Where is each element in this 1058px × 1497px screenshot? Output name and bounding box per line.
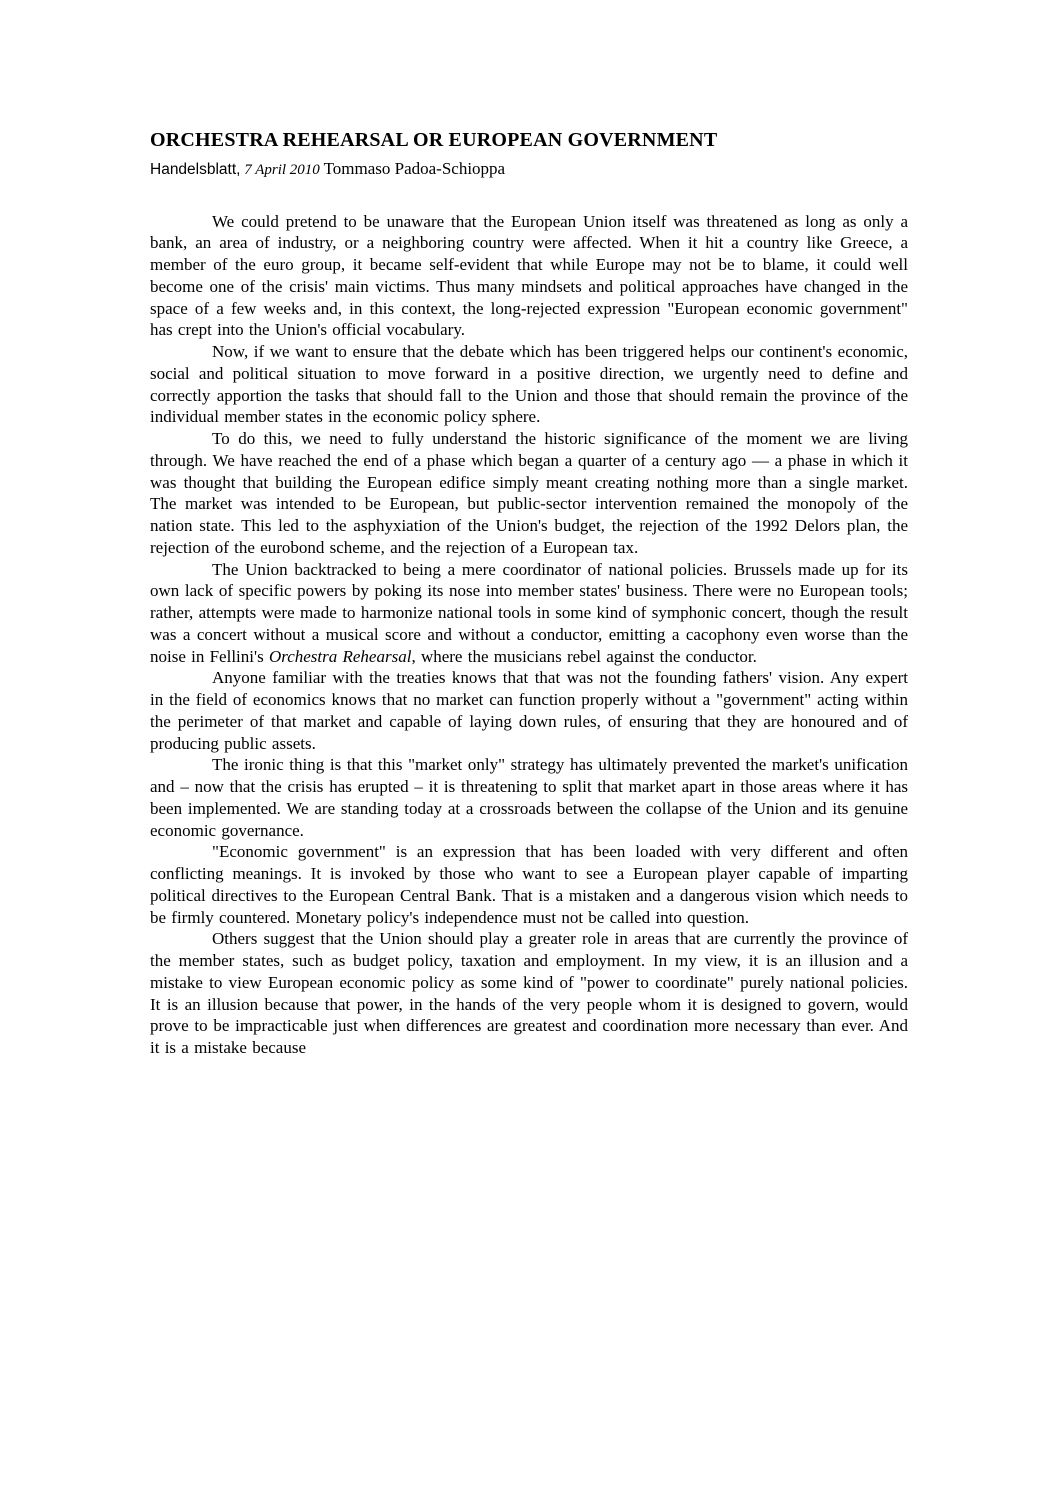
paragraph-text: The Union backtracked to being a mere coordinator of national policies. Brussels made up for its own lack of specific powers by poking its nose into member states' business. There were no European tools; rather, attempts were made to harmonize national tools in some kind of symphonic concert, though the result was a concert without a musical score and without a conductor, emitting a cacophony even worse than the noise in Fellini's (150, 559, 908, 666)
byline-author: Tommaso Padoa-Schioppa (323, 159, 506, 178)
byline-date: 7 April 2010 (240, 162, 324, 178)
paragraph-text: The ironic thing is that this "market only" strategy has ultimately prevented the market's unification and – now that the crisis has erupted – it is threatening to split that market apart in those areas where it has been implemented. We are standing today at a crossroads between the collapse of the Union and its genuine economic governance. (150, 755, 908, 840)
paragraph-text: Anyone familiar with the treaties knows that that was not the founding fathers' vision. Any expert in the field of economics knows that no market can function properly without a "government" acting within the perimeter of that market and capable of laying down rules, of ensuring that they are honoured and of producing public assets. (150, 668, 908, 753)
paragraph (150, 428, 908, 559)
paragraph (150, 667, 908, 754)
paragraph-text: To do this, we need to fully understand the historic significance of the moment we are living through. We have reached the end of a phase which began a quarter of a century ago — a phase in which it was thought that building the European edifice simply meant creating nothing more than a single market. The market was intended to be European, but public-sector intervention remained the monopoly of the nation state. This led to the asphyxiation of the Union's budget, the rejection of the 1992 Delors plan, the rejection of the eurobond scheme, and the rejection of a European tax. (150, 429, 908, 557)
paragraph-text: "Economic government" is an expression that has been loaded with very different and often conflicting meanings. It is invoked by those who want to see a European player capable of imparting political directives to the European Central Bank. That is a mistaken and a dangerous vision which needs to be firmly countered. Monetary policy's independence must not be called into question. (150, 842, 908, 927)
paragraph-text-italic: Orchestra Rehearsal (268, 646, 412, 666)
paragraph-text: Now, if we want to ensure that the debate which has been triggered helps our continent's economic, social and political situation to move forward in a positive direction, we urgently need to define and correctly apportion the tasks that should fall to the Union and those that should remain the province of the individual member states in the economic policy sphere. (150, 342, 908, 427)
paragraph (150, 754, 908, 841)
paragraph (150, 341, 908, 428)
paragraph (150, 559, 908, 668)
paragraph (150, 841, 908, 928)
paragraph-list (150, 211, 908, 1059)
paragraph (150, 211, 908, 342)
byline (150, 158, 908, 181)
byline-source: Handelsblatt, (150, 161, 241, 178)
paragraph-text: We could pretend to be unaware that the European Union itself was threatened as long as only a bank, an area of industry, or a neighboring country were affected. When it hit a country like Greece, a member of the euro group, it became self-evident that while Europe may not be to blame, it could well become one of the crisis' main victims. Thus many mindsets and political approaches have changed in the space of a few weeks and, in this context, the long-rejected expression "European economic government" has crept into the Union's official vocabulary. (150, 211, 908, 340)
paragraph-text: Others suggest that the Union should play a greater role in areas that are currently the province of the member states, such as budget policy, taxation and employment. In my view, it is an illusion and a mistake to view European economic policy as some kind of "power to coordinate" purely national policies. It is an illusion because that power, in the hands of the very people whom it is designed to govern, would prove to be impracticable just when differences are greatest and coordination more necessary than ever. And it is a mistake because (150, 929, 908, 1057)
document-title: ORCHESTRA REHEARSAL OR EUROPEAN GOVERNMENT (150, 129, 718, 151)
paragraph-text: , where the musicians rebel against the conductor. (411, 646, 757, 666)
paragraph (150, 928, 908, 1059)
